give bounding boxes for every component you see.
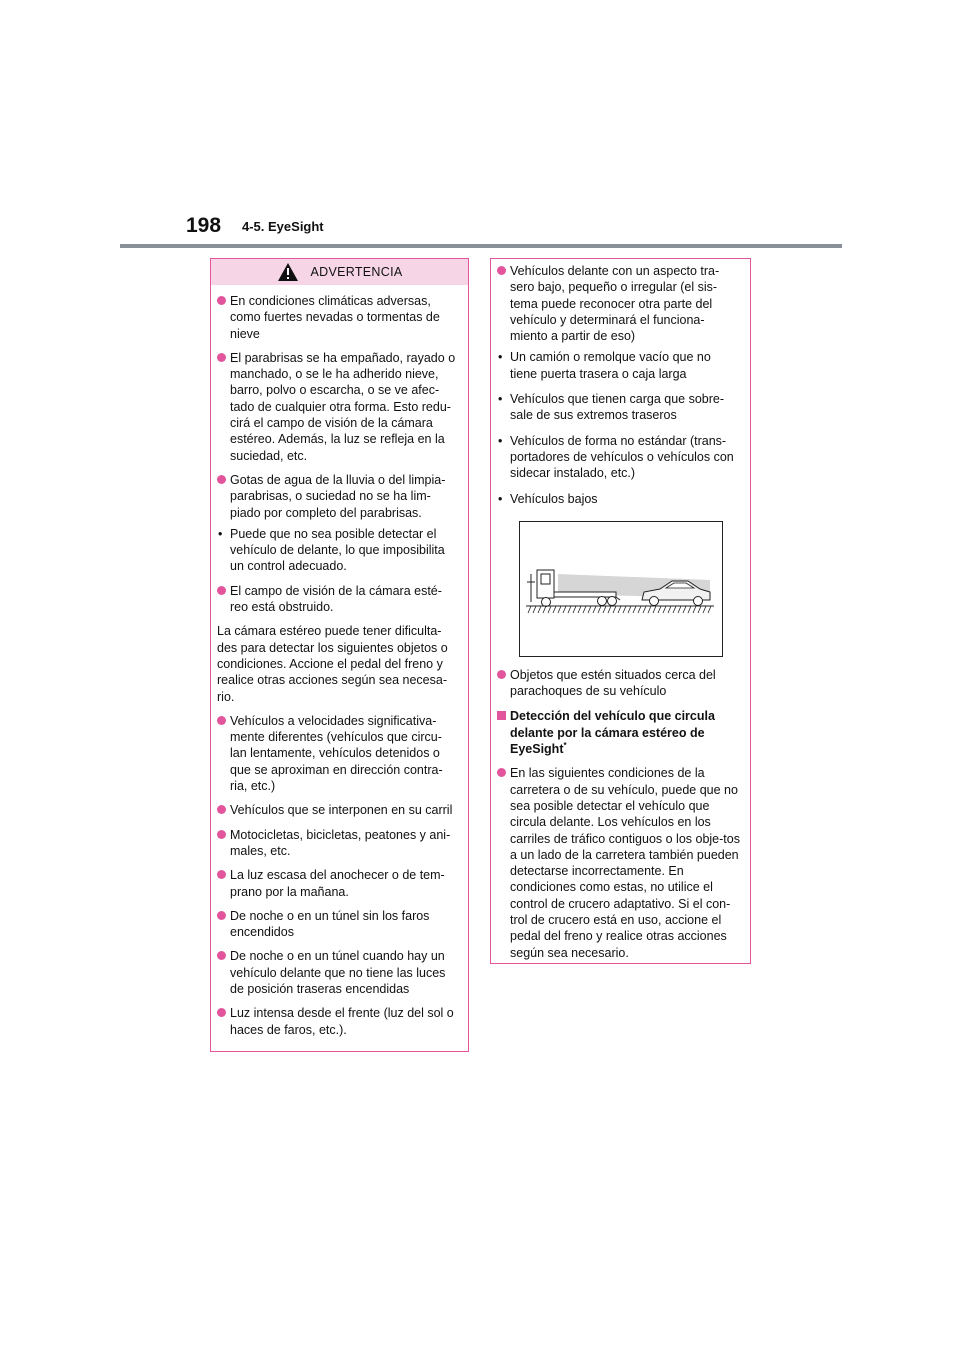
footnote-mark: * [563, 740, 567, 750]
right-sub-item: • Vehículos que tienen carga que sobre-sale de sus extremos traseros [497, 391, 740, 424]
right-sub-item: • Vehículos de forma no estándar (trans-portadores de vehículos o vehículos con sidecar instalado, etc.) [497, 433, 740, 482]
warning-item: Motocicletas, bicicletas, peatones y ani-males, etc. [217, 827, 458, 860]
warning-item: Vehículos a velocidades significativa-mente diferentes (vehículos que circu-lan lentamente, vehículos detenidos o que se aproximan en dirección contra-ria, etc.) [217, 713, 458, 794]
right-item: Vehículos delante con un aspecto tra-sero bajo, pequeño o irregular (el sis-tema puede reconocer otra parte del vehículo y determinará el funciona-miento a partir de eso) [497, 263, 740, 344]
page-number: 198 [186, 214, 222, 237]
warning-item: De noche o en un túnel sin los faros encendidos [217, 908, 458, 941]
right-box [490, 258, 751, 964]
warning-item: De noche o en un túnel cuando hay un vehículo delante que no tiene las luces de posición traseras encendidas [217, 948, 458, 997]
truck-and-car-illustration [520, 522, 722, 656]
warning-triangle-icon [277, 262, 299, 282]
right-sub-item: • Un camión o remolque vacío que no tiene puerta trasera o caja larga [497, 349, 740, 382]
heading-text: Detección del vehículo que circula delante por la cámara estéreo de EyeSight [510, 709, 715, 757]
warning-item: Vehículos que se interponen en su carril [217, 802, 458, 818]
warning-header [211, 259, 468, 285]
warning-item: La luz escasa del anochecer o de tem-prano por la mañana. [217, 867, 458, 900]
right-item: En las siguientes condiciones de la carretera o de su vehículo, puede que no sea posible detectar el vehículo que circula delante. Los vehículos en los carriles de tráfico contiguos o los obje-tos a un lado de la carretera también pueden detectarse incorrectamente. En condiciones como estas, no utilice el control de crucero adaptativo. Si el con-trol de crucero está en uso, accione el pedal del freno y realice otras acciones según sea necesario. [497, 765, 740, 961]
warning-box [210, 258, 469, 1052]
warning-item: El parabrisas se ha empañado, rayado o manchado, o se le ha adherido nieve, barro, polvo o escarcha, o se ve afec-tado de cualquier otra forma. Esto redu-cirá el campo de visión de la cámara estéreo. Además, la luz se refleja en la suciedad, etc. [217, 350, 458, 464]
warning-item: En condiciones climáticas adversas, como fuertes nevadas o tormentas de nieve [217, 293, 458, 342]
warning-item: Gotas de agua de la lluvia o del limpia-parabrisas, o suciedad no se ha lim-piado por completo del parabrisas. [217, 472, 458, 521]
section-heading [497, 708, 740, 757]
right-item: Objetos que estén situados cerca del parachoques de su vehículo [497, 667, 740, 700]
right-sub-item: • Vehículos bajos [497, 491, 740, 507]
warning-title: ADVERTENCIA [310, 265, 403, 279]
warning-item: Luz intensa desde el frente (luz del sol o haces de faros, etc.). [217, 1005, 458, 1038]
warning-sub-item: • Puede que no sea posible detectar el vehículo de delante, lo que imposibilita un control adecuado. [217, 526, 458, 575]
illustration-low-vehicle [519, 521, 723, 657]
header-rule [120, 244, 842, 248]
warning-paragraph: La cámara estéreo puede tener dificulta-des para detectar los siguientes objetos o condiciones. Accione el pedal del freno y realice otras acciones según sea necesa-rio. [217, 624, 448, 704]
warning-item: El campo de visión de la cámara esté-reo está obstruido. [217, 583, 458, 616]
section-title: 4-5. EyeSight [242, 219, 324, 234]
